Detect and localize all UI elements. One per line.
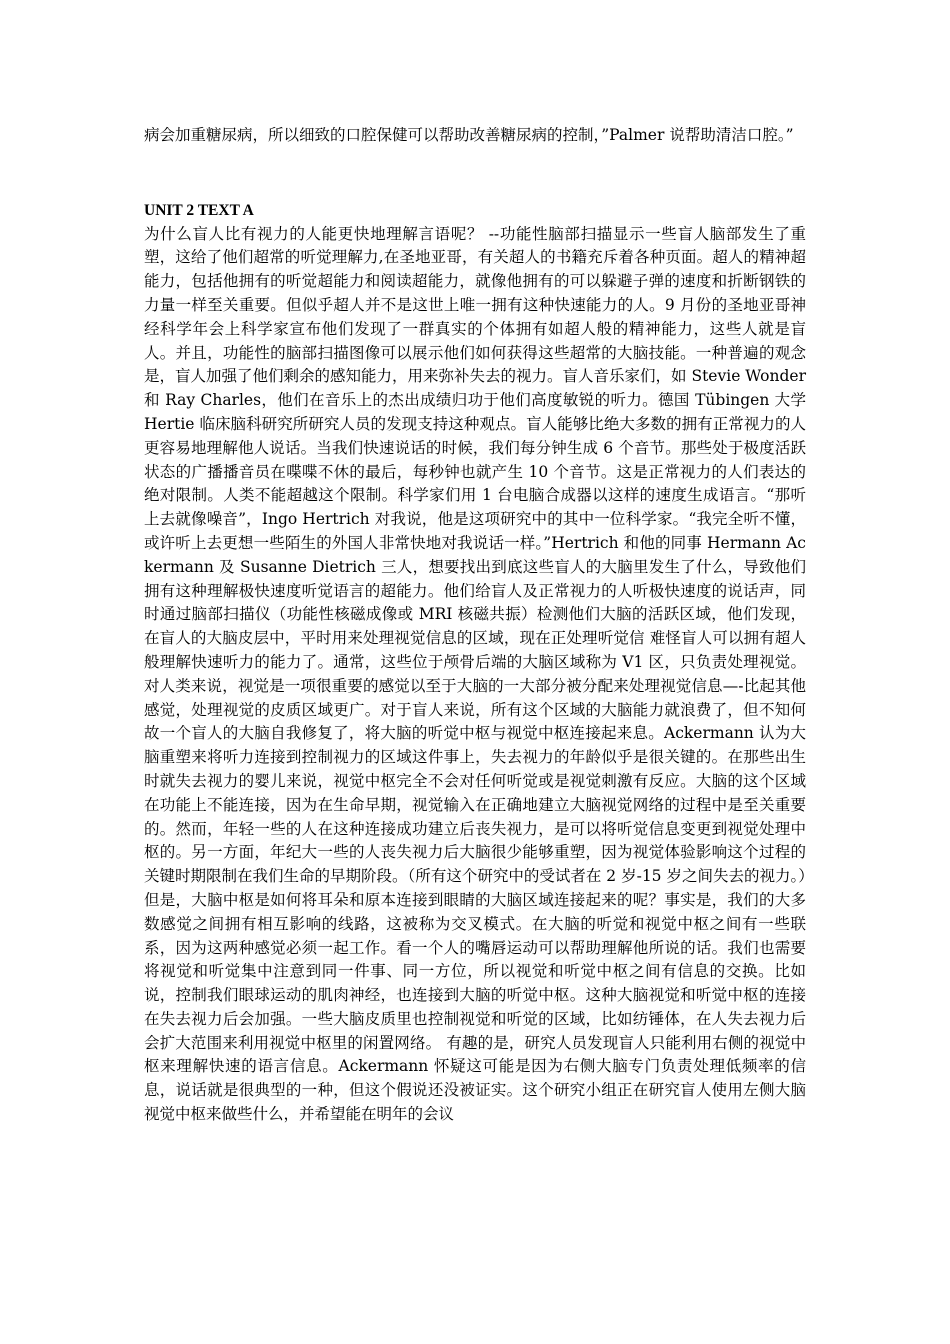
document-page — [144, 124, 806, 1127]
intro-paragraph: 病会加重糖尿病，所以细致的口腔保健可以帮助改善糖尿病的控制，”Palmer 说帮助清洁口腔。” — [144, 126, 794, 144]
section-spacer — [144, 148, 806, 199]
body-paragraph: 为什么盲人比有视力的人能更快地理解言语呢？ --功能性脑部扫描显示一些盲人脑部发生了重塑，这给了他们超常的听觉理解力,在圣地亚哥，有关超人的书籍充斥着各种页面。超人的精神超能力，包括他拥有的听觉超能力和阅读超能力，就像他拥有的可以躲避子弹的速度和折断钢铁的力量一样至关重要。但似乎超人并不是这世上唯一拥有这种快速能力的人。9 月份的圣地亚哥神经科学年会上科学家宣布他们发现了一群真实的个体拥有如超人般的精神能力，这些人就是盲人。并且，功能性的脑部扫描图像可以展示他们如何获得这些超常的大脑技能。一种普遍的观念是，盲人加强了他们剩余的感知能力，用来弥补失去的视力。盲人音乐家们，如 Stevie Wonder 和 Ray Charles，他们在音乐上的杰出成绩归功于他们高度敏锐的听力。德国 Tübingen 大学 Hertie 临床脑科研究所研究人员的发现支持这种观点。盲人能够比绝大多数的拥有正常视力的人更容易地理解他人说话。当我们快速说话的时候，我们每分钟生成 6 个音节。那些处于极度活跃状态的广播播音员在喋喋不休的最后，每秒钟也就产生 10 个音节。这是正常视力的人们表达的绝对限制。人类不能超越这个限制。科学家们用 1 台电脑合成器以这样的速度生成语言。“那听上去就像噪音”，Ingo Hertrich 对我说，他是这项研究中的其中一位科学家。“我完全听不懂，或许听上去更想一些陌生的外国人非常快地对我说话一样。”Hertrich 和他的同事 Hermann Ackermann 及 Susanne Dietrich 三人，想要找出到底这些盲人的大脑里发生了什么，导致他们拥有这种理解极快速度听觉语言的超能力。他们给盲人及正常视力的人听极快速度的说话声，同时通过脑部扫描仪（功能性核磁成像或 MRI 核磁共振）检测他们大脑的活跃区域，他们发现，在盲人的大脑皮层中，平时用来处理视觉信息的区域，现在正处理听觉信 难怪盲人可以拥有超人般理解快速听力的能力了。通常，这些位于颅骨后端的大脑区域称为 V1 区，只负责处理视觉。对人类来说，视觉是一项很重要的感觉以至于大脑的一大部分被分配来处理视觉信息—-比起其他感觉，处理视觉的皮质区域更广。对于盲人来说，所有这个区域的大脑能力就浪费了，但不知何故一个盲人的大脑自我修复了，将大脑的听觉中枢与视觉中枢连接起来息。Ackermann 认为大脑重塑来将听力连接到控制视力的区域这件事上，失去视力的年龄似乎是很关键的。在那些出生时就失去视力的婴儿来说，视觉中枢完全不会对任何听觉或是视觉刺激有反应。大脑的这个区域在功能上不能连接，因为在生命早期，视觉输入在正确地建立大脑视觉网络的过程中是至关重要的。然而，年轻一些的人在这种连接成功建立后丧失视力，是可以将听觉信息变更到视觉处理中枢的。另一方面，年纪大一些的人丧失视力后大脑很少能够重塑，因为视觉体验影响这个过程的关键时期限制在我们生命的早期阶段。（所有这个研究中的受试者在 2 岁-15 岁之间失去的视力。）但是，大脑中枢是如何将耳朵和原本连接到眼睛的大脑区域连接起来的呢？事实是，我们的大多数感觉之间拥有相互影响的线路，这被称为交叉模式。在大脑的听觉和视觉中枢之间有一些联系，因为这两种感觉必须一起工作。看一个人的嘴唇运动可以帮助理解他所说的话。我们也需要将视觉和听觉集中注意到同一件事、同一方位，所以视觉和听觉中枢之间有信息的交换。比如说，控制我们眼球运动的肌肉神经，也连接到大脑的听觉中枢。这种大脑视觉和听觉中枢的连接在失去视力后会加强。一些大脑皮质里也控制视觉和听觉的区域，比如纺锤体，在人失去视力后会扩大范围来利用视觉中枢里的闲置网络。 有趣的是，研究人员发现盲人只能利用右侧的视觉中枢来理解快速的语言信息。Ackermann 怀疑这可能是因为右侧大脑专门负责处理低频率的信息，说话就是很典型的一种，但这个假说还没被证实。这个研究小组正在研究盲人使用左侧大脑视觉中枢来做些什么，并希望能在明年的会议 — [144, 224, 806, 1124]
section-heading: UNIT 2 TEXT A — [144, 201, 254, 219]
